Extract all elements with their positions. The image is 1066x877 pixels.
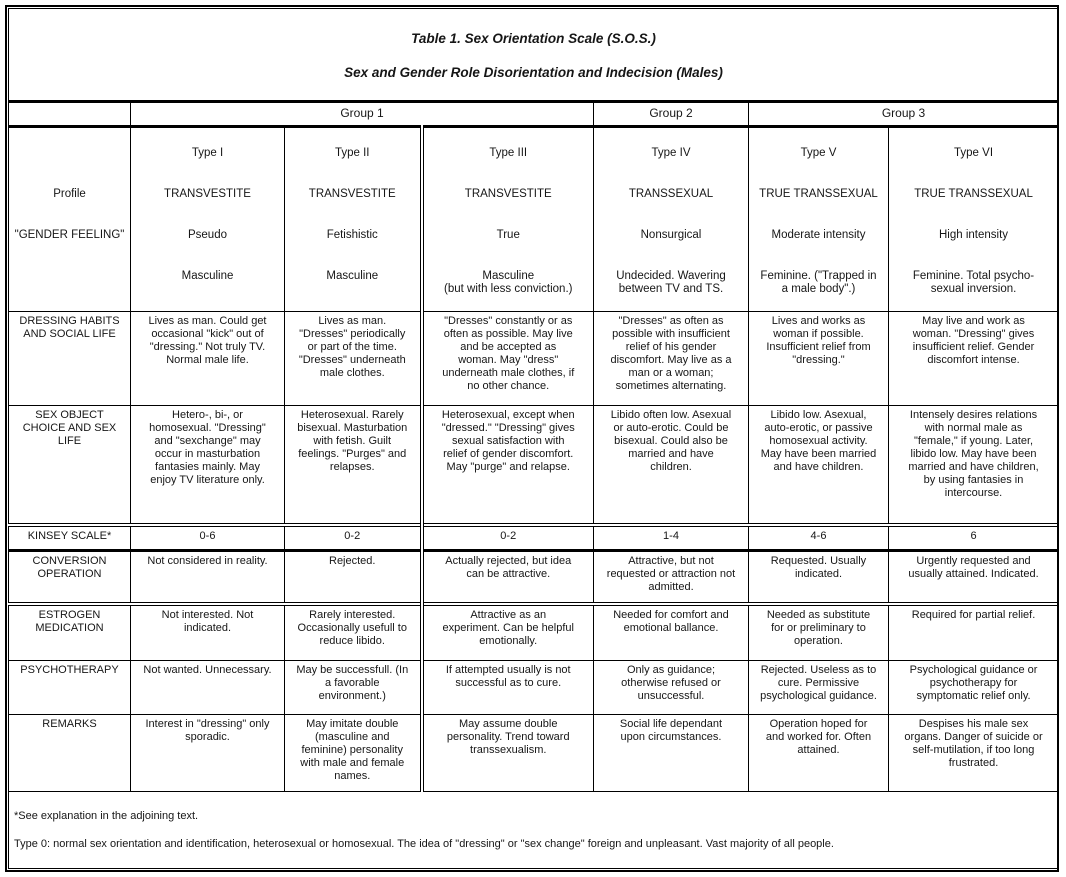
cell-kinsey-type2: 0-2 (285, 525, 422, 551)
row-remarks (9, 715, 1059, 792)
cell-remarks-type1: Interest in "dressing" only sporadic. (131, 715, 285, 792)
title-row (9, 9, 1059, 102)
cell-remarks-type5: Operation hoped for and worked for. Often attained. (749, 715, 889, 792)
type-5-feeling: Feminine. ("Trapped in a male body".) (760, 270, 877, 295)
type-5-category: TRUE TRANSSEXUAL (759, 188, 878, 200)
cell-dressing-type6: May live and work as woman. "Dressing" gives insufficient relief. Gender discomfort intense. (889, 312, 1059, 406)
group-header-group2: Group 2 (594, 102, 749, 127)
type-6-label: Type VI (954, 147, 994, 159)
cell-remarks-type4: Social life dependant upon circumstances. (594, 715, 749, 792)
type-4-category: TRANSSEXUAL (628, 188, 714, 200)
row-dressing-habits (9, 312, 1059, 406)
type-col-5 (749, 127, 889, 312)
row-estrogen-medication (9, 604, 1059, 661)
cell-sexobj-type1: Hetero-, bi-, or homosexual. "Dressing" and "sexchange" may occur in masturbation fantasies mainly. May enjoy TV literature only. (131, 406, 285, 526)
table-outer-frame (5, 5, 1059, 872)
type-3-feeling: Masculine (but with less conviction.) (444, 270, 573, 295)
footnote-row (9, 792, 1059, 869)
sos-scale-table (8, 8, 1059, 869)
table-title-line2: Sex and Gender Role Disorientation and Indecision (Males) (344, 65, 723, 80)
type-6-subtype: High intensity (938, 229, 1009, 241)
group-header-row (9, 102, 1059, 127)
cell-estrogen-type1: Not interested. Not indicated. (131, 604, 285, 661)
group-header-group3: Group 3 (749, 102, 1059, 127)
cell-sexobj-type5: Libido low. Asexual, auto-erotic, or passive homosexual activity. May have been married and have children. (749, 406, 889, 526)
type-profile-row (9, 127, 1059, 312)
footnote-type0: Type 0: normal sex orientation and identification, heterosexual or homosexual. The idea of "dressing" or "sex change" foreign and unpleasant. Vast majority of all people. (14, 838, 834, 850)
type-5-subtype: Moderate intensity (771, 229, 866, 241)
type-4-subtype: Nonsurgical (640, 229, 702, 241)
cell-remarks-type3: May assume double personality. Trend toward transsexualism. (422, 715, 594, 792)
cell-psychotherapy-type2: May be successfull. (In a favorable environment.) (285, 661, 422, 715)
cell-conversion-type3: Actually rejected, but idea can be attractive. (422, 551, 594, 605)
cell-kinsey-type5: 4-6 (749, 525, 889, 551)
type-2-category: TRANSVESTITE (308, 188, 396, 200)
cell-conversion-type1: Not considered in reality. (131, 551, 285, 605)
cell-sexobj-type3: Heterosexual, except when "dressed." "Dressing" gives sexual satisfaction with relief of gender discomfort. May "purge" and relapse. (422, 406, 594, 526)
cell-estrogen-type3: Attractive as an experiment. Can be helpful emotionally. (422, 604, 594, 661)
type-6-category: TRUE TRANSSEXUAL (914, 188, 1033, 200)
cell-conversion-type4: Attractive, but not requested or attraction not admitted. (594, 551, 749, 605)
cell-kinsey-type1: 0-6 (131, 525, 285, 551)
profile-label-line1: Profile (53, 188, 86, 200)
row-label-kinsey-scale: KINSEY SCALE* (9, 525, 131, 551)
row-psychotherapy (9, 661, 1059, 715)
cell-remarks-type2: May imitate double (masculine and feminine) personality with male and female names. (285, 715, 422, 792)
row-label-sex-object-choice: SEX OBJECT CHOICE AND SEX LIFE (9, 406, 131, 526)
cell-dressing-type5: Lives and works as woman if possible. Insufficient relief from "dressing." (749, 312, 889, 406)
type-4-feeling: Undecided. Wavering between TV and TS. (616, 270, 726, 295)
row-sex-object-choice (9, 406, 1059, 526)
group-header-blank (9, 102, 131, 127)
cell-kinsey-type3: 0-2 (422, 525, 594, 551)
group-header-group1: Group 1 (131, 102, 594, 127)
cell-remarks-type6: Despises his male sex organs. Danger of suicide or self-mutilation, if too long frustrated. (889, 715, 1059, 792)
type-1-subtype: Pseudo (187, 229, 227, 241)
type-1-feeling: Masculine (181, 270, 234, 282)
type-col-6 (889, 127, 1059, 312)
cell-estrogen-type6: Required for partial relief. (889, 604, 1059, 661)
cell-psychotherapy-type6: Psychological guidance or psychotherapy for symptomatic relief only. (889, 661, 1059, 715)
profile-label-line2: "GENDER FEELING" (14, 229, 125, 241)
footnote-asterisk: *See explanation in the adjoining text. (14, 810, 199, 822)
row-kinsey-scale (9, 525, 1059, 551)
row-label-psychotherapy: PSYCHOTHERAPY (9, 661, 131, 715)
cell-dressing-type1: Lives as man. Could get occasional "kick" out of "dressing." Not truly TV. Normal male life. (131, 312, 285, 406)
cell-conversion-type5: Requested. Usually indicated. (749, 551, 889, 605)
type-1-category: TRANSVESTITE (164, 188, 251, 200)
cell-psychotherapy-type1: Not wanted. Unnecessary. (131, 661, 285, 715)
type-3-subtype: True (496, 229, 520, 241)
cell-psychotherapy-type3: If attempted usually is not successful as to cure. (422, 661, 594, 715)
cell-dressing-type4: "Dresses" as often as possible with insufficient relief of his gender discomfort. May live as a man or a woman; sometimes alternating. (594, 312, 749, 406)
type-2-feeling: Masculine (326, 270, 379, 282)
row-label-remarks: REMARKS (9, 715, 131, 792)
cell-psychotherapy-type4: Only as guidance; otherwise refused or unsuccessful. (594, 661, 749, 715)
cell-estrogen-type4: Needed for comfort and emotional ballance. (594, 604, 749, 661)
cell-estrogen-type5: Needed as substitute for or preliminary to operation. (749, 604, 889, 661)
type-2-label: Type II (334, 147, 370, 159)
cell-conversion-type6: Urgently requested and usually attained. Indicated. (889, 551, 1059, 605)
type-2-subtype: Fetishistic (326, 229, 378, 241)
type-col-4 (594, 127, 749, 312)
cell-sexobj-type4: Libido often low. Asexual or auto-erotic. Could be bisexual. Could also be married and have children. (594, 406, 749, 526)
cell-sexobj-type6: Intensely desires relations with normal male as "female," if young. Later, libido low. May have been married and have children, by using fantasies in intercourse. (889, 406, 1059, 526)
type-5-label: Type V (800, 147, 837, 159)
cell-dressing-type3: "Dresses" constantly or as often as possible. May live and be accepted as woman. May "dress" underneath male clothes, if no other chance. (422, 312, 594, 406)
row-conversion-operation (9, 551, 1059, 605)
row-label-conversion-operation: CONVERSION OPERATION (9, 551, 131, 605)
cell-kinsey-type4: 1-4 (594, 525, 749, 551)
type-4-label: Type IV (651, 147, 691, 159)
footnotes (9, 792, 1059, 869)
table-title-line1: Table 1. Sex Orientation Scale (S.O.S.) (411, 31, 656, 46)
cell-kinsey-type6: 6 (889, 525, 1059, 551)
type-col-2 (285, 127, 422, 312)
type-1-label: Type I (191, 147, 224, 159)
type-6-feeling: Feminine. Total psycho- sexual inversion. (912, 270, 1035, 295)
row-label-profile (9, 127, 131, 312)
cell-conversion-type2: Rejected. (285, 551, 422, 605)
cell-sexobj-type2: Heterosexual. Rarely bisexual. Masturbation with fetish. Guilt feelings. "Purges" and relapses. (285, 406, 422, 526)
cell-psychotherapy-type5: Rejected. Useless as to cure. Permissive psychological guidance. (749, 661, 889, 715)
row-label-estrogen-medication: ESTROGEN MEDICATION (9, 604, 131, 661)
type-col-1 (131, 127, 285, 312)
cell-dressing-type2: Lives as man. "Dresses" periodically or part of the time. "Dresses" underneath male clothes. (285, 312, 422, 406)
type-3-label: Type III (489, 147, 528, 159)
table-title (9, 9, 1059, 102)
row-label-dressing-habits: DRESSING HABITS AND SOCIAL LIFE (9, 312, 131, 406)
cell-estrogen-type2: Rarely interested. Occasionally usefull to reduce libido. (285, 604, 422, 661)
type-3-category: TRANSVESTITE (464, 188, 552, 200)
type-col-3 (422, 127, 594, 312)
